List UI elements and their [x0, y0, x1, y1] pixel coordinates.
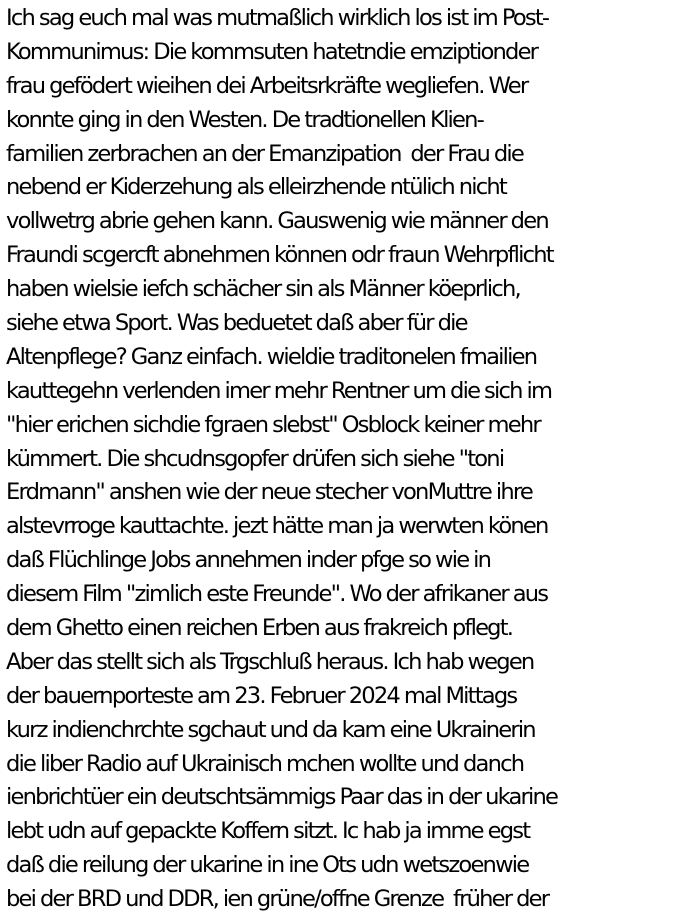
- text-line-14: kümmert. Die shcudnsgopfer drüfen sich siehe "toni: [6, 445, 504, 472]
- text-line-13: "hier erichen sichdie fgraen slebst" Osblock keiner mehr: [6, 411, 540, 438]
- text-line-2: Kommunimus: Die kommsuten hatetndie emziptionder: [6, 38, 538, 65]
- body-text: [6, 2, 682, 917]
- text-line-5: familien zerbrachen an der Emanzipation der Frau die: [6, 140, 524, 167]
- text-line-20: Aber das stellt sich als Trgschluß heraus. Ich hab wegen: [6, 648, 534, 675]
- text-line-26: daß die reilung der ukarine in ine Ots udn wetszoenwie: [6, 852, 529, 879]
- text-line-25: lebt udn auf gepackte Koffern sitzt. Ic hab ja imme egst: [6, 818, 530, 845]
- text-line-3: frau gefödert wieihen dei Arbeitsrkräfte wegliefen. Wer: [6, 72, 528, 99]
- text-line-12: kauttegehn verlenden imer mehr Rentner um die sich im: [6, 377, 552, 404]
- text-line-21: der bauernporteste am 23. Februer 2024 mal Mittags: [6, 682, 517, 709]
- text-line-22: kurz indienchrchte sgchaut und da kam eine Ukrainerin: [6, 716, 535, 743]
- text-line-7: vollwetrg abrie gehen kann. Gauswenig wie männer den: [6, 208, 548, 235]
- text-line-10: siehe etwa Sport. Was beduetet daß aber für die: [6, 310, 467, 337]
- text-line-27: bei der BRD und DDR, ien grüne/offne Grenze früher der: [6, 886, 549, 913]
- text-line-19: dem Ghetto einen reichen Erben aus frakreich pflegt.: [6, 615, 513, 642]
- text-line-17: daß Flüchlinge Jobs annehmen inder pfge so wie in: [6, 547, 491, 574]
- text-line-16: alstevrroge kauttachte. jezt hätte man ja werwten könen: [6, 513, 548, 540]
- text-line-11: Altenpflege? Ganz einfach. wieldie traditonelen fmailien: [6, 343, 537, 370]
- text-line-15: Erdmann" anshen wie der neue stecher vonMuttre ihre: [6, 479, 532, 506]
- text-line-23: die liber Radio auf Ukrainisch mchen wollte und danch: [6, 750, 524, 777]
- text-line-18: diesem Film "zimlich este Freunde". Wo der afrikaner aus: [6, 581, 548, 608]
- text-line-24: ienbrichtüer ein deutschtsämmigs Paar das in der ukarine: [6, 784, 558, 811]
- text-line-1: Ich sag euch mal was mutmaßlich wirklich los ist im Post-: [6, 5, 549, 31]
- text-line-4: konnte ging in den Westen. De tradtionellen Klien-: [6, 106, 483, 133]
- text-line-6: nebend er Kiderzehung als elleirzhende ntülich nicht: [6, 174, 506, 201]
- text-line-8: Fraundi scgercft abnehmen können odr fraun Wehrpflicht: [6, 242, 553, 269]
- text-line-9: haben wielsie iefch schächer sin als Männer köeprlich,: [6, 276, 520, 303]
